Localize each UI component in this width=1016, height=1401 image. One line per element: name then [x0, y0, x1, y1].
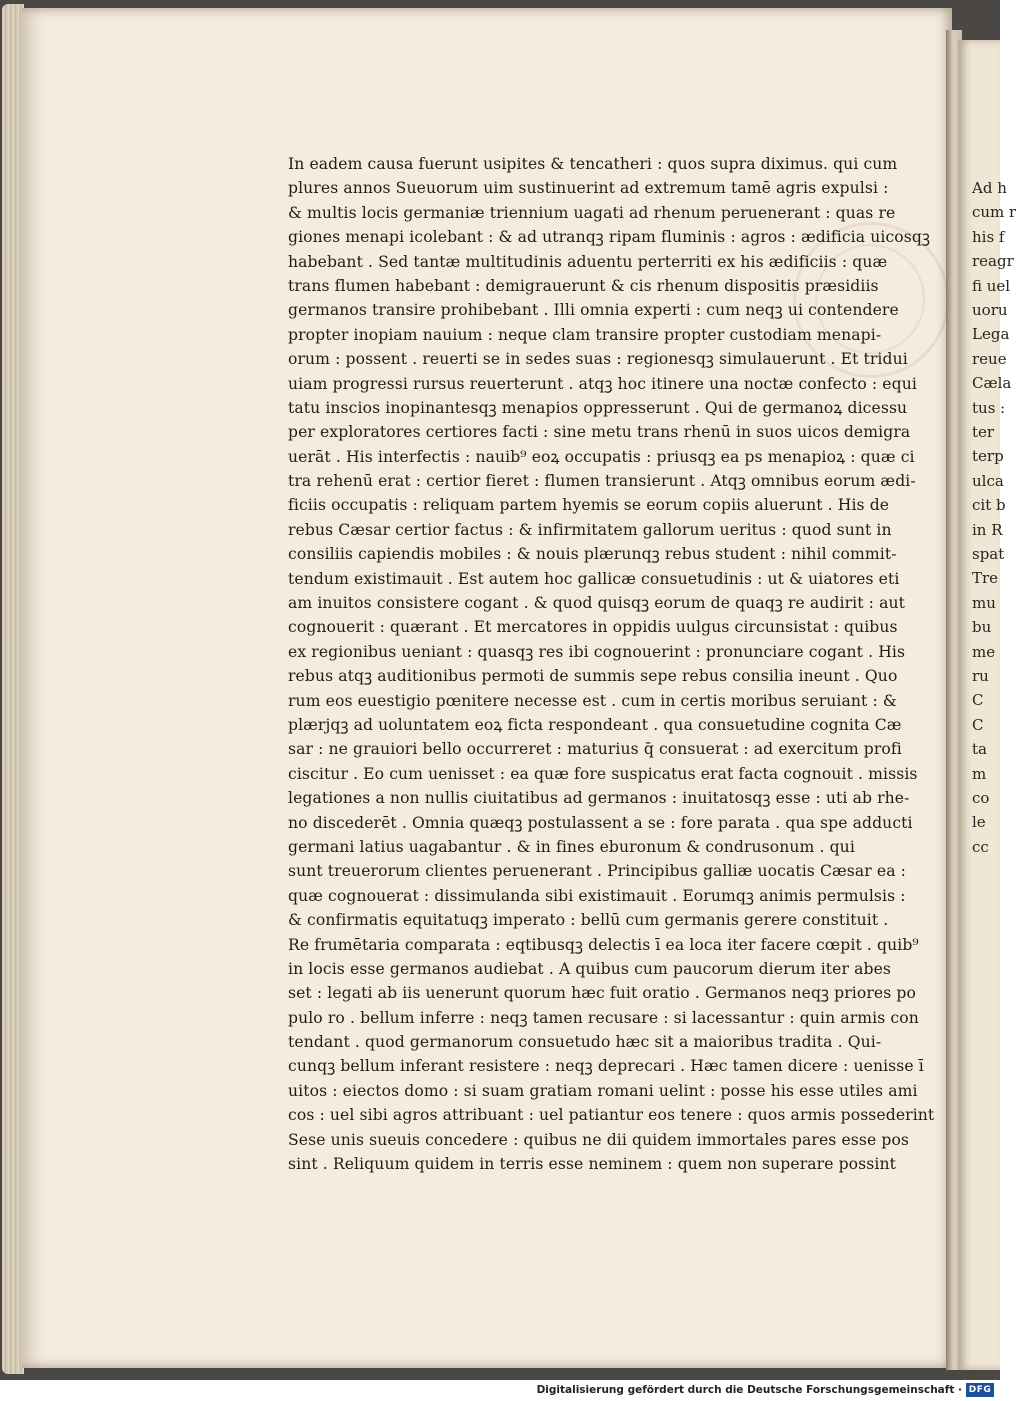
text-line: tatu inscios inopinantesqꝫ menapios oppresserunt . Qui de germanoꝝ dicessu: [288, 398, 908, 417]
text-line: uerāt . His interfectis : nauib⁹ eoꝝ occupatis : priusqꝫ ea ps menapioꝝ : quæ ci: [288, 447, 915, 466]
facing-page-fragment: fi uel: [972, 276, 1011, 295]
text-line: trans flumen habebant : demigrauerunt & cis rhenum dispositis præsidiis: [288, 276, 879, 295]
facing-page-fragment: bu: [972, 618, 992, 637]
text-line: ficiis occupatis : reliquam partem hyemis se eorum copiis aluerunt . His de: [288, 496, 890, 515]
facing-page: [958, 40, 1016, 1370]
book-edge-left: [2, 4, 24, 1374]
facing-page-fragment: C: [972, 691, 984, 710]
text-line: uitos : eiectos domo : si suam gratiam romani uelint : posse his esse utiles ami: [288, 1081, 918, 1100]
facing-page-fragment: C: [972, 715, 984, 734]
facing-page-fragment: mu: [972, 593, 996, 612]
text-line: plærjqꝫ ad uoluntatem eoꝝ ficta respondeant . qua consuetudine cognita Cæ: [288, 715, 902, 734]
text-line: consiliis capiendis mobiles : & nouis plærunqꝫ rebus student : nihil commit-: [288, 545, 897, 564]
facing-page-fragment: uoru: [972, 301, 1008, 319]
facing-page-fragment: spat: [972, 545, 1005, 563]
facing-page-fragment: ter: [972, 423, 995, 441]
text-line: sar : ne grauiori bello occurreret : maturius q̄ consuerat : ad exercitum profi: [288, 740, 902, 759]
text-line: cos : uel sibi agros attribuant : uel patiantur eos tenere : quos armis possederint: [288, 1106, 935, 1125]
text-line: propter inopiam nauium : neque clam transire propter custodiam menapi-: [288, 325, 882, 344]
text-line: quæ cognouerat : dissimulanda sibi existimauit . Eorumqꝫ animis permulsis :: [288, 886, 906, 905]
facing-page-fragment: reagr: [972, 252, 1014, 271]
text-line: tendant . quod germanorum consuetudo hæc sit a maioribus tradita . Qui-: [288, 1033, 882, 1052]
text-line: habebant . Sed tantæ multitudinis aduentu perterriti ex his ædificiis : quæ: [288, 252, 888, 271]
facing-page-fragment: cum r: [972, 203, 1016, 222]
facing-page-fragment: terp: [972, 447, 1004, 466]
text-block: [288, 152, 935, 1176]
text-line: & confirmatis equitatuqꝫ imperato : bellū cum germanis gerere constituit .: [288, 911, 889, 930]
text-line: orum : possent . reuerti se in sedes suas : regionesqꝫ simulauerunt . Et tridui: [288, 350, 908, 369]
text-line: cunqꝫ bellum inferant resistere : neqꝫ deprecari . Hæc tamen dicere : uenisse ī: [288, 1057, 924, 1076]
footer-credit: Digitalisierung gefördert durch die Deutsche Forschungsgemeinschaft ·: [536, 1384, 962, 1396]
text-line: cognouerit : quærant . Et mercatores in oppidis uulgus circunsistat : quibus: [288, 618, 898, 637]
text-line: legationes a non nullis ciuitatibus ad germanos : inuitatosqꝫ esse : uti ab rhe-: [288, 789, 910, 808]
text-line: am inuitos consistere cogant . & quod quisqꝫ eorum de quaqꝫ re audirit : aut: [288, 594, 905, 613]
text-line: uiam progressi rursus reuerterunt . atqꝫ hoc itinere una noctæ confecto : equi: [288, 374, 917, 393]
text-line: ciscitur . Eo cum uenisset : ea quæ fore suspicatus erat facta cognouit . missis: [288, 764, 918, 783]
text-line: rebus atqꝫ auditionibus permoti de summis sepe rebus consilia ineunt . Quo: [288, 667, 898, 686]
text-line: ex regionibus ueniant : quasqꝫ res ibi cognouerint : pronunciare cogant . His: [288, 642, 906, 661]
facing-page-fragment: ta: [972, 740, 987, 759]
text-line: per exploratores certiores facti : sine metu trans rhenū in suos uicos demigra: [288, 423, 911, 442]
facing-page-fragment: Ad h: [972, 179, 1007, 197]
text-line: plures annos Sueuorum uim sustinuerint ad extremum tamē agris expulsi :: [288, 179, 889, 198]
text-line: Re frumētaria comparata : eqtibusqꝫ delectis ī ea loca iter facere cœpit . quib⁹: [288, 935, 919, 954]
text-line: germanos transire prohibebant . Illi omnia experti : cum neqꝫ ui contendere: [288, 301, 899, 320]
footer-bar: [0, 1380, 1000, 1401]
text-line: sunt treuerorum clientes peruenerant . Principibus galliæ uocatis Cæsar ea :: [288, 862, 907, 881]
facing-page-fragment: co: [972, 789, 990, 807]
facing-page-fragment: his f: [972, 227, 1005, 246]
text-line: no discederēt . Omnia quæqꝫ postulassent a se : fore parata . qua spe adducti: [288, 813, 913, 832]
text-line: rebus Cæsar certior factus : & infirmitatem gallorum ueritus : quod sunt in: [288, 520, 892, 539]
dfg-logo: DFG: [966, 1383, 994, 1397]
facing-page-fragment: cit b: [972, 496, 1006, 515]
facing-page-fragment: me: [972, 642, 996, 661]
text-line: in locis esse germanos audiebat . A quibus cum paucorum dierum iter abes: [288, 959, 892, 978]
facing-page-fragment: m: [972, 764, 987, 783]
facing-page-fragment: reue: [972, 349, 1007, 368]
text-line: Sese unis sueuis concedere : quibus ne dii quidem immortales pares esse pos: [288, 1130, 910, 1149]
text-line: tendum existimauit . Est autem hoc gallicæ consuetudinis : ut & uiatores eti: [288, 569, 900, 588]
text-line: germani latius uagabantur . & in fines eburonum & condrusonum . qui: [288, 837, 855, 856]
facing-page-fragment: Cæla: [972, 374, 1012, 393]
facing-page-fragment: ru: [972, 667, 989, 685]
facing-page-fragment: Tre: [972, 569, 999, 588]
facing-page-fragment: tus :: [972, 398, 1006, 417]
text-line: tra rehenū erat : certior fieret : flumen transierunt . Atqꝫ omnibus eorum ædi-: [288, 472, 916, 491]
text-line: pulo ro . bellum inferre : neqꝫ tamen recusare : si lacessantur : quin armis con: [288, 1008, 919, 1027]
text-line: & multis locis germaniæ triennium uagati ad rhenum peruenerant : quas re: [288, 203, 896, 222]
text-line: sint . Reliquum quidem in terris esse neminem : quem non superare possint: [288, 1155, 896, 1174]
facing-page-fragment: cc: [972, 837, 989, 856]
text-line: In eadem causa fuerunt usipites & tencatheri : quos supra diximus. qui cum: [288, 155, 898, 173]
text-line: rum eos euestigio pœnitere necesse est . cum in certis moribus seruiant : &: [288, 691, 897, 710]
text-line: set : legati ab iis uenerunt quorum hæc fuit oratio . Germanos neqꝫ priores po: [288, 984, 916, 1003]
facing-page-fragment: Lega: [972, 325, 1010, 344]
facing-page-fragment: in R: [972, 520, 1003, 539]
text-line: giones menapi icolebant : & ad utranqꝫ ripam fluminis : agros : ædificia uicosqꝫ: [288, 228, 931, 247]
facing-page-fragment: ulca: [972, 471, 1004, 490]
facing-page-fragment: le: [972, 813, 986, 832]
